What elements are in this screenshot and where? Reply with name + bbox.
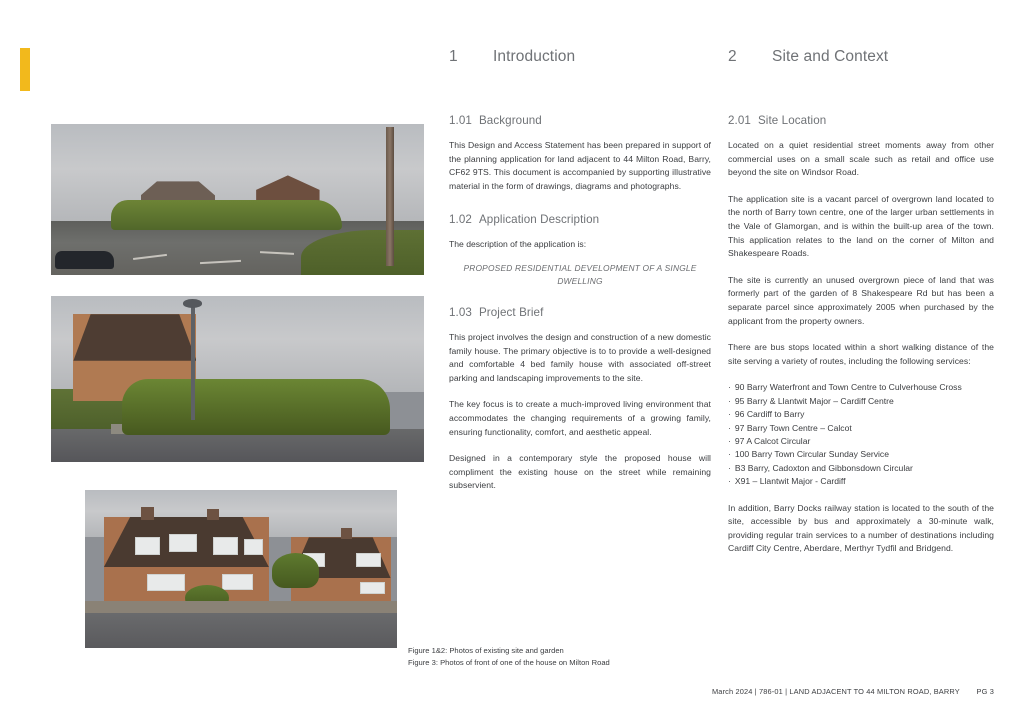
paragraph-site-location-3: The site is currently an unused overgrown piece of land that was formerly part of the garden of 8 Shakespeare Rd but has been a separate parcel since approximately 2005 when purchased by the applicant from the property owners.: [728, 274, 994, 326]
bus-route-item: · 97 A Calcot Circular: [728, 435, 994, 448]
photo-houses-milton-road: [85, 490, 397, 648]
footer-document-reference: March 2024 | 786-01 | LAND ADJACENT TO 44 MILTON ROAD, BARRY: [712, 687, 960, 696]
section-title: Application Description: [478, 213, 600, 227]
low-stone-wall: [85, 601, 397, 614]
paragraph-bus-intro: There are bus stops located within a short walking distance of the site serving a variety of routes, including the following services:: [728, 342, 994, 366]
window: [213, 537, 238, 554]
paragraph-project-brief-3: Designed in a contemporary style the proposed house will compliment the existing house on the street while remaining subservient.: [449, 453, 711, 491]
bus-route-item: · 100 Barry Town Circular Sunday Service: [728, 448, 994, 461]
chimney: [207, 509, 219, 520]
figure-caption-2: Figure 3: Photos of front of one of the house on Milton Road: [408, 657, 610, 667]
parked-car: [55, 251, 115, 269]
chimney: [141, 507, 153, 520]
figure-captions: [408, 645, 610, 668]
page-number: PG 3: [976, 687, 994, 696]
page-footer: [712, 687, 994, 696]
column-site-and-context: [728, 48, 994, 569]
bus-route-item: · 90 Barry Waterfront and Town Centre to Culverhouse Cross: [728, 381, 994, 394]
chapter-number: 2: [728, 48, 737, 65]
photo-street-corner-view: [51, 124, 424, 275]
window: [169, 534, 197, 551]
shrub: [272, 553, 319, 588]
column-introduction: [449, 48, 711, 506]
road-region: [85, 610, 397, 648]
chapter-heading-introduction: [449, 48, 711, 66]
chapter-number: 1: [449, 48, 458, 65]
chapter-heading-site-and-context: [728, 48, 994, 66]
section-number: 1.03: [449, 305, 472, 319]
bus-route-item: · X91 – Llantwit Major - Cardiff: [728, 475, 994, 488]
house-roof: [73, 314, 196, 360]
section-heading-site-location: [728, 114, 994, 127]
bus-route-item: · 96 Cardiff to Barry: [728, 408, 994, 421]
section-number: 2.01: [728, 114, 751, 127]
bus-route-item: · 95 Barry & Llantwit Major – Cardiff Centre: [728, 395, 994, 408]
section-number: 1.01: [449, 114, 472, 127]
window: [222, 574, 253, 590]
paragraph-project-brief-1: This project involves the design and construction of a new domestic family house. The primary objective is to to provide a well-designed and comfortable 4 bed family house with associated off-street parking and landscaping improvements to the site.: [449, 331, 711, 383]
application-description-lead: The description of the application is:: [449, 239, 587, 250]
paragraph-project-brief-2: The key focus is to create a much-improved living environment that accommodates the changing requirements of a growing family, ensuring functionality, comfort, and aesthetic appeal.: [449, 399, 711, 437]
window: [244, 539, 263, 555]
section-heading-background: [449, 114, 711, 127]
section-heading-project-brief: [449, 306, 711, 319]
hedge-region: [122, 379, 391, 435]
accent-bar: [20, 48, 30, 91]
application-description-emphasis: PROPOSED RESIDENTIAL DEVELOPMENT OF A SINGLE DWELLING: [463, 262, 697, 286]
section-heading-application-description: [449, 213, 711, 226]
window: [356, 553, 381, 567]
bus-routes-list: [728, 381, 994, 488]
bus-route-item: · B3 Barry, Cadoxton and Gibbonsdown Circular: [728, 462, 994, 475]
paragraph-site-location-1: Located on a quiet residential street moments away from other commercial uses on a small scale such as retail and office use beyond the site on Windsor Road.: [728, 140, 994, 178]
photo-hedge-and-house: [51, 296, 424, 462]
paragraph-site-location-2: The application site is a vacant parcel of overgrown land located to the north of Barry town centre, one of the larger urban settlements in the Vale of Glamorgan, and is within the built-up area of the town. This application relates to the land on the corner of Milton and Shakespeare Roads.: [728, 193, 994, 259]
paragraph-rail-access: In addition, Barry Docks railway station is located to the south of the site, accessible by bus and approximately a 30-minute walk, providing regular train services to a number of destinations including Cardiff City Centre, Aberdare, Merthyr Tydfil and Bridgend.: [728, 502, 994, 554]
window: [147, 574, 184, 591]
chimney: [341, 528, 352, 539]
section-title: Site Location: [757, 114, 827, 127]
chapter-title: Site and Context: [772, 48, 889, 65]
bus-route-item: · 97 Barry Town Centre – Calcot: [728, 422, 994, 435]
telegraph-pole: [386, 127, 395, 266]
lamp-post: [191, 301, 195, 421]
section-title: Background: [478, 114, 542, 127]
figure-caption-1: Figure 1&2: Photos of existing site and garden: [408, 646, 564, 655]
lamp-head: [183, 299, 202, 307]
section-title: Project Brief: [478, 305, 544, 319]
section-number: 1.02: [449, 213, 472, 227]
chapter-title: Introduction: [493, 48, 576, 65]
window: [360, 582, 385, 595]
paragraph-background: This Design and Access Statement has been prepared in support of the planning application for land adjacent to 44 Milton Road, Barry, CF62 9TS. This document is accompanied by supporting illustrative material in the form of drawings, diagrams and photographs.: [449, 140, 711, 191]
window: [135, 537, 160, 554]
hedge-region: [111, 200, 342, 230]
